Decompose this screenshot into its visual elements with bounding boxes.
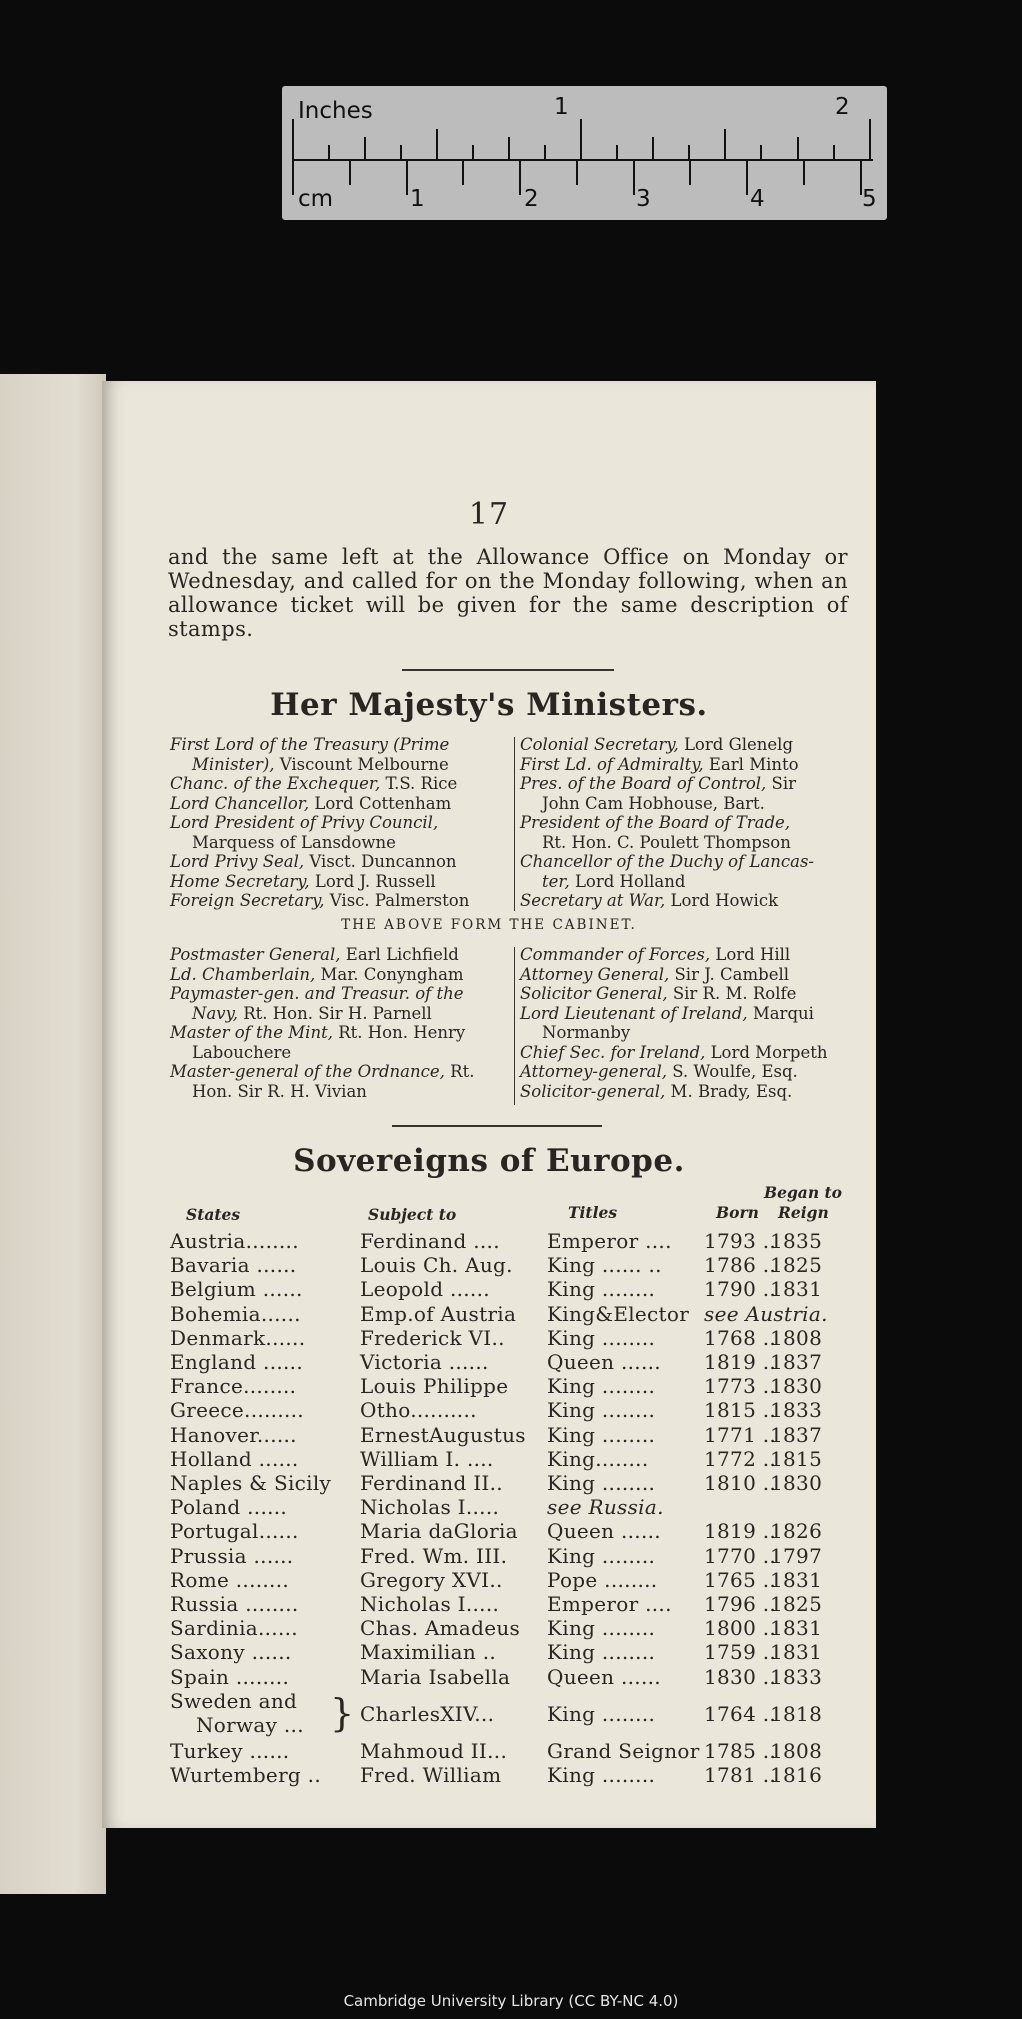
sovereigns-heading: Sovereigns of Europe. (293, 1143, 685, 1179)
minister-holder: Lord Cottenham (309, 793, 452, 813)
sovereign-name: Fred. William (360, 1763, 502, 1787)
reign-year: 1808 (770, 1738, 823, 1763)
sovereign-row (170, 1568, 870, 1592)
header-subject: Subject to (368, 1205, 457, 1224)
ruler-cm-tick (689, 161, 691, 185)
born-year: 1819 .. (704, 1519, 777, 1544)
minister-entry (170, 1023, 510, 1043)
sovereign-title: King ........ (547, 1701, 656, 1726)
ruler-cm-mark: 4 (750, 186, 765, 212)
sovereign-row (170, 1423, 870, 1447)
minister-office: Navy, (192, 1003, 238, 1023)
sovereign-name: Otho.......... (360, 1398, 477, 1423)
sovereign-title: Queen ...... (547, 1519, 661, 1544)
born-year: 1773 .. (704, 1374, 777, 1399)
state-name: Naples & Sicily (170, 1471, 332, 1495)
minister-holder: Lord Hill (710, 945, 791, 964)
minister-entry (520, 872, 860, 892)
cabinet-list (170, 735, 856, 911)
sovereign-title: Queen ...... (547, 1664, 661, 1689)
minister-entry (520, 1062, 860, 1082)
column-divider (514, 737, 515, 911)
column-divider (514, 947, 515, 1105)
minister-office: Chancellor of the Duchy of Lancas- (520, 852, 815, 871)
ruler-baseline (292, 159, 873, 161)
reign-year: 1826 (770, 1519, 823, 1544)
minister-holder: Lord Howick (665, 891, 779, 910)
minister-holder: Lord Morpeth (705, 1042, 828, 1062)
minister-office: Home Secretary, (170, 871, 310, 891)
minister-holder: Rt. Hon. C. Poulett Thompson (542, 832, 791, 852)
born-year: 1764 .. (704, 1701, 777, 1726)
minister-holder: S. Woulfe, Esq. (666, 1062, 798, 1081)
born-year: 1830 .. (704, 1664, 777, 1689)
sovereign-name: Maria Isabella (360, 1664, 511, 1689)
sovereign-title: King ........ (547, 1471, 656, 1495)
ruler-inches-label: Inches (298, 98, 373, 124)
sovereign-title: Grand Seignor (547, 1738, 700, 1763)
ruler-cm-tick (519, 161, 521, 195)
state-name: Bavaria ...... (170, 1253, 297, 1278)
sovereign-name: Mahmoud II... (360, 1738, 508, 1763)
cabinet-note: THE ABOVE FORM THE CABINET. (341, 917, 637, 933)
minister-office: Postmaster General, (170, 945, 341, 964)
reign-year: 1815 (770, 1446, 823, 1471)
minister-holder: Visct. Duncannon (304, 852, 457, 871)
ruler-cm-mark: 3 (636, 186, 651, 212)
ministers-heading: Her Majesty's Ministers. (270, 687, 708, 723)
other-ministers-column-right (520, 945, 860, 1101)
ruler-inch-tick (760, 145, 762, 159)
sovereign-name: Chas. Amadeus (360, 1616, 521, 1641)
ruler-inch-tick (508, 137, 510, 159)
sovereign-row (170, 1592, 870, 1616)
minister-entry (520, 1004, 860, 1024)
cabinet-column-left (170, 735, 510, 911)
ruler-cm-tick (803, 161, 805, 185)
sovereign-name: Victoria ...... (360, 1350, 489, 1374)
sovereign-title: King ........ (547, 1616, 656, 1641)
reign-year: 1831 (770, 1640, 823, 1665)
minister-holder: T.S. Rice (380, 774, 458, 793)
sovereign-name: Louis Ch. Aug. (360, 1253, 513, 1278)
sovereign-row (170, 1689, 870, 1739)
sovereign-title: Emperor .... (547, 1592, 672, 1616)
born-year: 1819 .. (704, 1350, 777, 1374)
minister-holder: Normanby (542, 1023, 631, 1042)
reign-year: 1831 (770, 1616, 823, 1641)
born-year: 1772 .. (704, 1446, 777, 1471)
state-name: Belgium ...... (170, 1277, 303, 1302)
ruler-inch-tick (400, 145, 402, 159)
minister-office: Solicitor-general, (520, 1081, 666, 1101)
minister-entry (170, 852, 510, 872)
minister-holder: John Cam Hobhouse, Bart. (542, 793, 765, 813)
minister-holder: Marquess of Lansdowne (192, 832, 396, 852)
reign-year: 1831 (770, 1277, 823, 1302)
sovereign-name: Frederick VI.. (360, 1325, 505, 1350)
sovereign-name: Ferdinand II.. (360, 1471, 503, 1495)
minister-entry (170, 1043, 510, 1063)
facing-page-edge (0, 374, 106, 1894)
ruler-inch-tick (544, 145, 546, 159)
minister-office: Lord Chancellor, (170, 793, 310, 813)
sovereign-name: CharlesXIV... (360, 1701, 495, 1726)
sovereign-title: King ........ (547, 1325, 656, 1350)
sovereign-row (170, 1277, 870, 1301)
minister-office: Colonial Secretary, (520, 735, 679, 754)
sovereign-title: King........ (547, 1446, 649, 1471)
minister-office: President of the Board of Trade, (520, 813, 791, 832)
section-divider (402, 669, 614, 671)
ruler-cm-tick (633, 161, 635, 195)
reign-year: 1835 (770, 1229, 823, 1253)
minister-office: Commander of Forces, (520, 945, 711, 964)
born-year: 1790 .. (704, 1277, 777, 1302)
sovereign-row (170, 1326, 870, 1350)
reign-year: 1816 (770, 1763, 823, 1787)
header-began: Began to (764, 1183, 843, 1202)
header-titles: Titles (568, 1203, 618, 1222)
minister-entry (170, 833, 510, 853)
minister-holder: Rt. Hon. Sir H. Parnell (237, 1003, 432, 1023)
state-name: Hanover...... (170, 1422, 297, 1447)
minister-holder: Marqui (747, 1003, 814, 1023)
born-year: 1768 .. (704, 1325, 777, 1350)
ruler-inch-tick (797, 137, 799, 159)
born-year: 1796 .. (704, 1592, 777, 1616)
page-number: 17 (468, 497, 510, 532)
ruler-inch-tick (869, 119, 871, 159)
minister-office: Master of the Mint, (170, 1023, 333, 1042)
minister-holder: Visc. Palmerston (324, 891, 470, 910)
ruler-cm-tick (746, 161, 748, 195)
minister-holder: Lord J. Russell (309, 871, 436, 891)
state-name: Greece......... (170, 1398, 304, 1423)
born-year: 1793 .. (704, 1229, 777, 1253)
state-name: France........ (170, 1374, 297, 1399)
minister-office: First Ld. of Admiralty, (520, 754, 704, 774)
sovereign-title: King ........ (547, 1277, 656, 1302)
sovereign-name: Fred. Wm. III. (360, 1543, 508, 1568)
sovereign-title: King ...... .. (547, 1253, 662, 1278)
state-name: Rome ........ (170, 1567, 290, 1592)
ruler-inch-tick (616, 145, 618, 159)
state-name: Wurtemberg .. (170, 1763, 321, 1787)
sovereign-row (170, 1739, 870, 1763)
sovereign-name: Ferdinand .... (360, 1229, 500, 1253)
header-states: States (186, 1205, 241, 1224)
minister-holder: Earl Lichfield (340, 945, 459, 964)
born-year: 1765 .. (704, 1567, 777, 1592)
sovereign-row (170, 1253, 870, 1277)
scale-ruler (282, 86, 887, 220)
minister-holder: Hon. Sir R. H. Vivian (192, 1081, 367, 1101)
state-name: Austria........ (170, 1229, 299, 1253)
book-page (102, 381, 876, 1828)
ruler-cm-tick (349, 161, 351, 185)
state-name: Holland ...... (170, 1446, 299, 1471)
sovereign-row (170, 1229, 870, 1253)
minister-entry (520, 774, 860, 794)
minister-entry (170, 965, 510, 985)
minister-entry (170, 872, 510, 892)
brace-glyph: } (330, 1690, 355, 1735)
ruler-inch-tick (328, 145, 330, 159)
header-born: Born (716, 1203, 759, 1222)
sovereign-row (170, 1302, 870, 1326)
ruler-cm-mark: 1 (410, 186, 425, 212)
sovereign-row (170, 1763, 870, 1787)
minister-entry (170, 735, 510, 755)
minister-holder: Labouchere (192, 1042, 292, 1062)
sovereign-name: Gregory XVI.. (360, 1567, 503, 1592)
sovereign-row (170, 1447, 870, 1471)
ruler-inch-tick (292, 119, 294, 159)
state-name: Spain ........ (170, 1664, 290, 1689)
sovereign-title: King ........ (547, 1422, 656, 1447)
image-credit: Cambridge University Library (CC BY-NC 4.0) (343, 1992, 679, 2010)
state-name: England ...... (170, 1350, 303, 1374)
minister-office: ter, (542, 871, 570, 891)
reign-year: 1833 (770, 1398, 823, 1423)
minister-entry (170, 794, 510, 814)
born-year: 1815 .. (704, 1398, 777, 1423)
ruler-cm-label: cm (298, 186, 334, 212)
minister-entry (520, 1082, 860, 1102)
sovereign-row (170, 1471, 870, 1495)
minister-entry (170, 984, 510, 1004)
minister-holder: M. Brady, Esq. (665, 1081, 793, 1101)
born-year: 1781 .. (704, 1763, 777, 1787)
born-year: 1800 .. (704, 1616, 777, 1641)
minister-entry (170, 1004, 510, 1024)
minister-office: Lord Privy Seal, (170, 852, 305, 871)
minister-holder: Lord Glenelg (678, 735, 794, 754)
minister-entry (520, 1043, 860, 1063)
reign-year: 1830 (770, 1374, 823, 1399)
sovereign-title: King ........ (547, 1398, 656, 1423)
reign-year: 1831 (770, 1567, 823, 1592)
sovereign-name: Maximilian .. (360, 1640, 497, 1665)
ruler-inch-tick (652, 137, 654, 159)
sovereign-row (170, 1665, 870, 1689)
ruler-cm-mark: 5 (862, 186, 877, 212)
other-ministers-column-left (170, 945, 510, 1101)
sovereign-title: King ........ (547, 1640, 656, 1665)
reign-year: 1837 (770, 1422, 823, 1447)
born-year: 1759 .. (704, 1640, 777, 1665)
ruler-cm-tick (860, 161, 862, 195)
ruler-cm-tick (292, 161, 294, 195)
minister-holder: Sir J. Cambell (669, 964, 790, 984)
state-name (170, 1689, 304, 1737)
minister-office: Chanc. of the Exchequer, (170, 774, 381, 793)
header-reign: Reign (778, 1203, 829, 1222)
sovereign-name: Maria daGloria (360, 1519, 518, 1544)
sovereign-name: Nicholas I..... (360, 1495, 500, 1520)
minister-office: Secretary at War, (520, 891, 666, 910)
state-name: Portugal...... (170, 1519, 299, 1544)
sovereign-title: King ........ (547, 1374, 656, 1399)
ruler-inch-mark: 2 (835, 94, 850, 120)
minister-office: Lord Lieutenant of Ireland, (520, 1003, 748, 1023)
sovereign-title: King ........ (547, 1543, 656, 1568)
ruler-cm-mark: 2 (524, 186, 539, 212)
born-year: 1771 .. (704, 1422, 777, 1447)
minister-holder: Viscount Melbourne (274, 754, 449, 774)
sovereign-title: King&Elector (547, 1301, 690, 1326)
minister-entry (170, 813, 510, 833)
minister-holder: Sir (766, 774, 797, 793)
sovereign-title: Emperor .... (547, 1229, 672, 1253)
minister-office: First Lord of the Treasury (Prime (170, 735, 450, 754)
other-ministers-list (170, 945, 856, 1105)
sovereign-name: Nicholas I..... (360, 1592, 500, 1616)
minister-entry (170, 774, 510, 794)
sovereign-title: Pope ........ (547, 1567, 658, 1592)
ruler-cm-tick (406, 161, 408, 195)
minister-office: Chief Sec. for Ireland, (520, 1042, 706, 1062)
minister-holder: Earl Minto (703, 754, 799, 774)
minister-holder: Rt. (444, 1062, 475, 1081)
sovereign-row (170, 1495, 870, 1519)
minister-entry (520, 755, 860, 775)
intro-paragraph: and the same left at the Allowance Office on Monday or Wednesday, and called for on the Monday following, when an allowance ticket will be given for the same description of stamps. (168, 545, 848, 641)
state-name-line: Norway ... (196, 1712, 304, 1737)
minister-entry (520, 735, 860, 755)
sovereign-name: Emp.of Austria (360, 1301, 517, 1326)
minister-office: Pres. of the Board of Control, (520, 774, 767, 793)
reign-year: 1797 (770, 1543, 823, 1568)
minister-entry (520, 945, 860, 965)
ruler-inch-tick (472, 145, 474, 159)
ruler-inch-mark: 1 (554, 94, 569, 120)
ruler-inch-tick (688, 145, 690, 159)
cross-reference: see Austria. (704, 1301, 828, 1326)
minister-entry (170, 891, 510, 911)
state-name: Turkey ...... (170, 1738, 290, 1763)
ruler-inch-tick (724, 129, 726, 159)
born-year: 1786 .. (704, 1253, 777, 1278)
state-name-line: Sweden and (170, 1688, 298, 1713)
reign-year: 1825 (770, 1253, 823, 1278)
minister-entry (170, 945, 510, 965)
sovereign-row (170, 1350, 870, 1374)
born-year: 1810 .. (704, 1471, 777, 1495)
minister-holder: Rt. Hon. Henry (332, 1023, 466, 1042)
sovereign-name: ErnestAugustus (360, 1422, 526, 1447)
reign-year: 1830 (770, 1471, 823, 1495)
reign-year: 1833 (770, 1664, 823, 1689)
minister-holder: Sir R. M. Rolfe (667, 984, 797, 1003)
section-divider (392, 1125, 602, 1127)
sovereign-row (170, 1544, 870, 1568)
state-name: Bohemia...... (170, 1301, 301, 1326)
state-name: Saxony ...... (170, 1640, 292, 1665)
sovereign-name: William I. .... (360, 1446, 494, 1471)
sovereign-row (170, 1519, 870, 1543)
minister-office: Ld. Chamberlain, (170, 964, 316, 984)
cabinet-column-right (520, 735, 860, 911)
sovereign-row (170, 1374, 870, 1398)
minister-entry (520, 813, 860, 833)
minister-office: Master-general of the Ordnance, (170, 1062, 445, 1081)
minister-office: Attorney-general, (520, 1062, 667, 1081)
reign-year: 1808 (770, 1325, 823, 1350)
minister-entry (170, 755, 510, 775)
minister-entry (520, 852, 860, 872)
ruler-cm-tick (462, 161, 464, 185)
sovereign-title: Queen ...... (547, 1350, 661, 1374)
state-name: Russia ........ (170, 1592, 299, 1616)
minister-entry (520, 891, 860, 911)
ruler-inch-tick (833, 145, 835, 159)
minister-holder: Lord Holland (569, 871, 686, 891)
born-year: 1770 .. (704, 1543, 777, 1568)
minister-office: Foreign Secretary, (170, 891, 325, 910)
minister-office: Lord President of Privy Council, (170, 813, 439, 832)
sovereign-row (170, 1616, 870, 1640)
sovereign-row (170, 1640, 870, 1664)
state-name: Prussia ...... (170, 1543, 294, 1568)
ruler-cm-tick (576, 161, 578, 185)
minister-entry (520, 833, 860, 853)
reign-year: 1837 (770, 1350, 823, 1374)
sovereign-name: Leopold ...... (360, 1277, 490, 1302)
state-name: Sardinia...... (170, 1616, 298, 1641)
reign-year: 1818 (770, 1701, 823, 1726)
minister-office: Paymaster-gen. and Treasur. of the (170, 984, 464, 1003)
minister-entry (520, 794, 860, 814)
state-name: Poland ...... (170, 1495, 288, 1520)
minister-entry (520, 965, 860, 985)
reign-year: 1825 (770, 1592, 823, 1616)
born-year: 1785 .. (704, 1738, 777, 1763)
ruler-inch-tick (436, 129, 438, 159)
minister-holder: Mar. Conyngham (315, 964, 464, 984)
state-name: Denmark...... (170, 1325, 306, 1350)
minister-entry (520, 984, 860, 1004)
ruler-inch-tick (580, 119, 582, 159)
sovereign-title: see Russia. (547, 1495, 664, 1520)
ruler-inch-tick (364, 137, 366, 159)
sovereign-row (170, 1398, 870, 1422)
minister-entry (170, 1082, 510, 1102)
minister-entry (520, 1023, 860, 1043)
minister-office: Attorney General, (520, 964, 670, 984)
minister-office: Minister), (192, 754, 275, 774)
sovereign-name: Louis Philippe (360, 1374, 509, 1399)
sovereign-title: King ........ (547, 1763, 656, 1787)
minister-office: Solicitor General, (520, 984, 668, 1003)
minister-entry (170, 1062, 510, 1082)
